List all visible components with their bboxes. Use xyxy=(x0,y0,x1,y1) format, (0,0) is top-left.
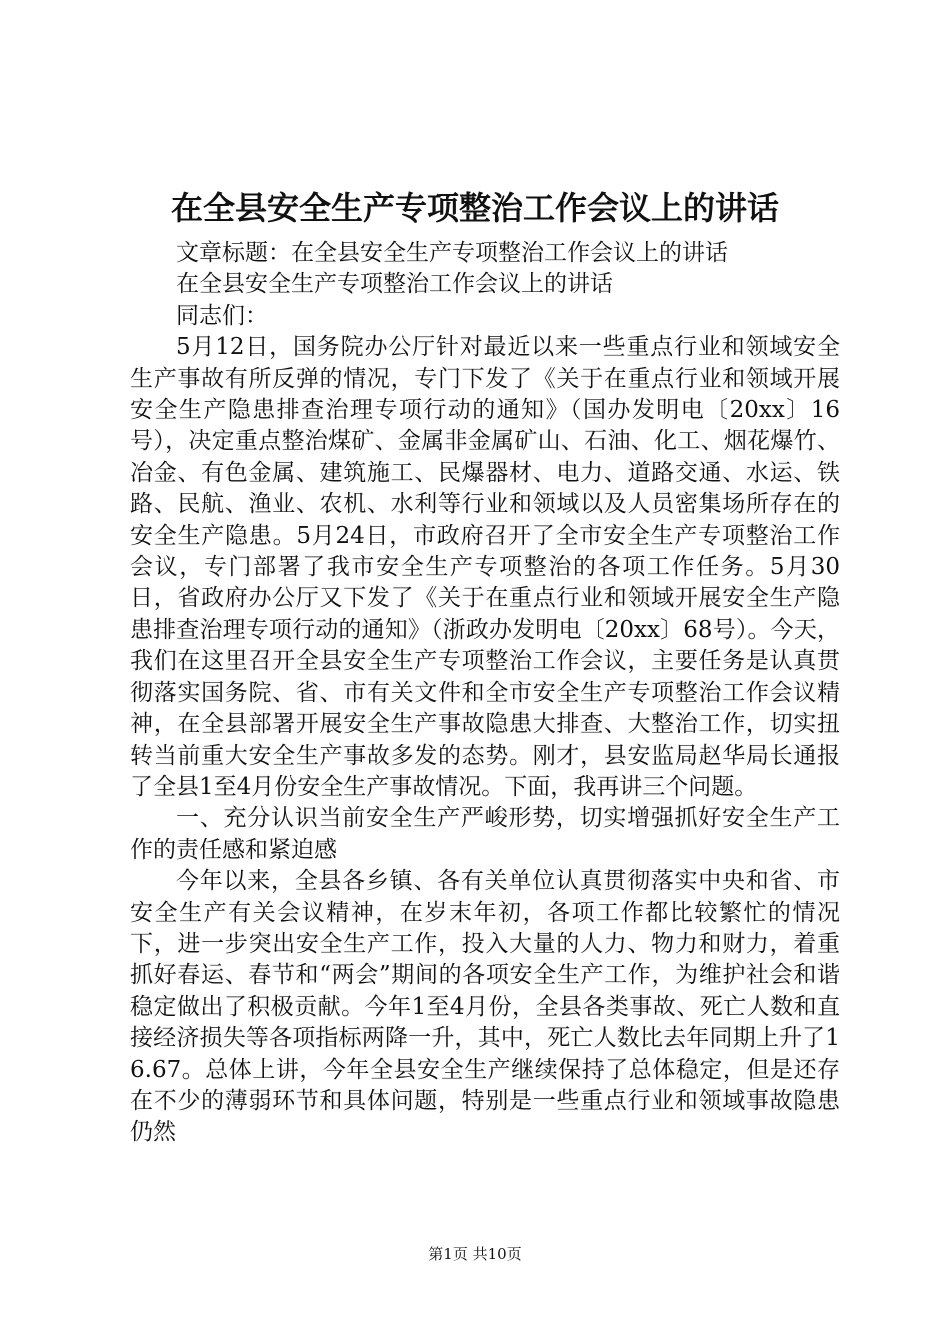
article-title-line: 文章标题：在全县安全生产专项整治工作会议上的讲话 xyxy=(176,240,728,266)
salutation: 同志们： xyxy=(176,302,268,329)
section-heading: 一、充分认识当前安全生产严峻形势，切实增强抓好安全生产工作的责任感和紧迫感 xyxy=(130,805,840,863)
paragraph: 5月12日，国务院办公厅针对最近以来一些重点行业和领域安全生产事故有所反弹的情况，专门下发了《关于在重点行业和领域开展安全生产隐患排查治理专项行动的通知》（国办发明电〔20xx〕16号），决定重点整治煤矿、金属非金属矿山、石油、化工、烟花爆竹、冶金、有色金属、建筑施工、民爆器材、电力、道路交通、水运、铁路、民航、渔业、农机、水利等行业和领域以及人员密集场所存在的安全生产隐患。5月24日，市政府召开了全市安全生产专项整治工作会议，专门部署了我市安全生产专项整治的各项工作任务。5月30日，省政府办公厅又下发了《关于在重点行业和领域开展安全生产隐患排查治理专项行动的通知》（浙政办发明电〔20xx〕68号）。今天，我们在这里召开全县安全生产专项整治工作会议，主要任务是认真贯彻落实国务院、省、市有关文件和全市安全生产专项整治工作会议精神，在全县部署开展安全生产事故隐患大排查、大整治工作，切实扭转当前重大安全生产事故多发的态势。刚才，县安监局赵华局长通报了全县1至4月份安全生产事故情况。下面，我再讲三个问题。 xyxy=(130,334,840,800)
paragraph: 今年以来，全县各乡镇、各有关单位认真贯彻落实中央和省、市安全生产有关会议精神，在岁末年初，各项工作都比较繁忙的情况下，进一步突出安全生产工作，投入大量的人力、物力和财力，着重抓好春运、春节和“两会”期间的各项安全生产工作，为维护社会和谐稳定做出了积极贡献。今年1至4月份，全县各类事故、死亡人数和直接经济损失等各项指标两降一升，其中，死亡人数比去年同期上升了16.67。总体上讲，今年全县安全生产继续保持了总体稳定，但是还存在不少的薄弱环节和具体问题，特别是一些重点行业和领域事故隐患仍然 xyxy=(130,868,840,1146)
document-body xyxy=(130,238,840,1149)
page-footer: 第1页 共10页 xyxy=(428,1245,522,1263)
subtitle-line: 在全县安全生产专项整治工作会议上的讲话 xyxy=(176,271,613,298)
document-title: 在全县安全生产专项整治工作会议上的讲话 xyxy=(170,189,779,227)
